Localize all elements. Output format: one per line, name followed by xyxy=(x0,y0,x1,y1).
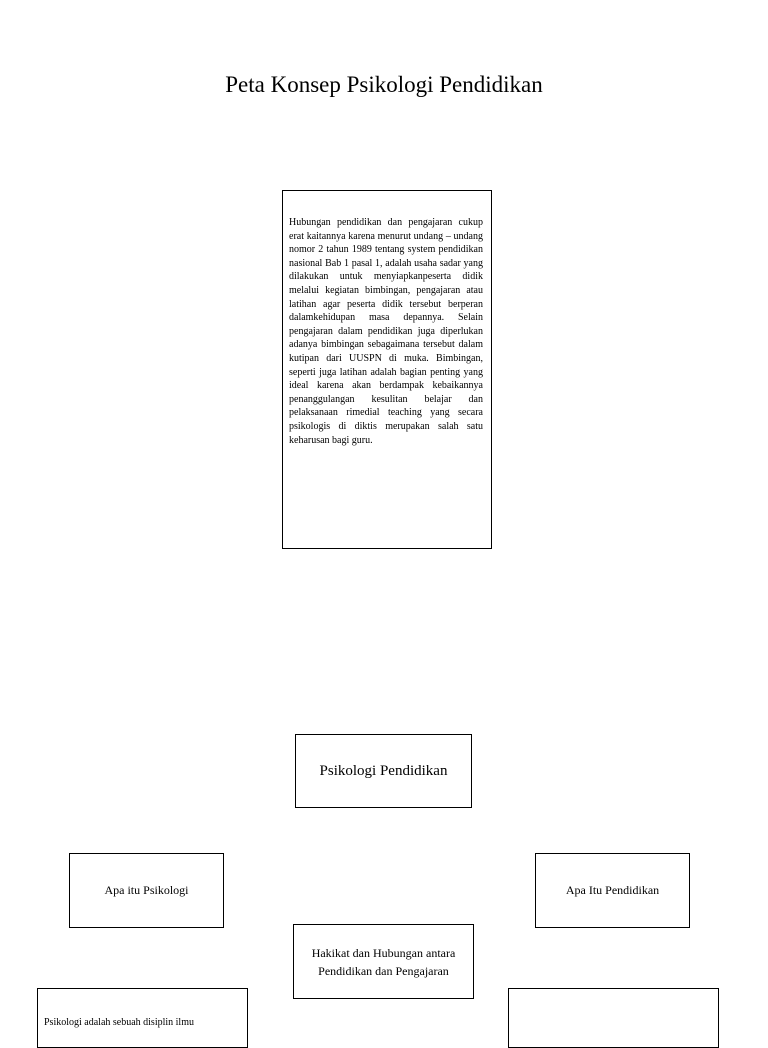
node-left-label: Apa itu Psikologi xyxy=(104,883,189,897)
page-title: Peta Konsep Psikologi Pendidikan xyxy=(225,72,543,97)
root-node-psikologi-pendidikan xyxy=(295,734,472,808)
node-right-label: Apa Itu Pendidikan xyxy=(565,883,660,897)
node-apa-itu-pendidikan xyxy=(535,853,690,928)
intro-text-box xyxy=(282,190,492,549)
psikologi-description-box xyxy=(37,988,248,1048)
pendidikan-description-box xyxy=(508,988,719,1048)
psikologi-description-text: Psikologi adalah sebuah disiplin ilmu xyxy=(44,1017,194,1028)
node-hakikat-hubungan xyxy=(293,924,474,999)
node-apa-itu-psikologi xyxy=(69,853,224,928)
root-node-label: Psikologi Pendidikan xyxy=(319,762,448,779)
intro-paragraph: Hubungan pendidikan dan pengajaran cukup erat kaitannya karena menurut undang – undang nomor 2 tahun 1989 tentang system pendidikan nasional Bab 1 pasal 1, adalah usaha sadar yang dilakukan untuk menyiapkanpeserta didik melalui kegiatan bimbingan, pengajaran atau latihan agar peserta didik tersebut berperan dalamkehidupan masa depannya. Selain pengajaran dalam pendidikan juga diperlukan adanya bimbingan sebagaimana tersebut dalam kutipan dari UUSPN di muka. Bimbingan, seperti juga latihan adalah bagian penting yang ideal karena akan berdampak kebaikannya penanggulangan kesulitan belajar dan pelaksanaan rimedial teaching yang secara psikologis di diktis merupakan salah satu keharusan bagi guru. xyxy=(289,217,483,446)
node-middle-label: Hakikat dan Hubungan antara Pendidikan dan Pengajaran xyxy=(311,945,456,978)
